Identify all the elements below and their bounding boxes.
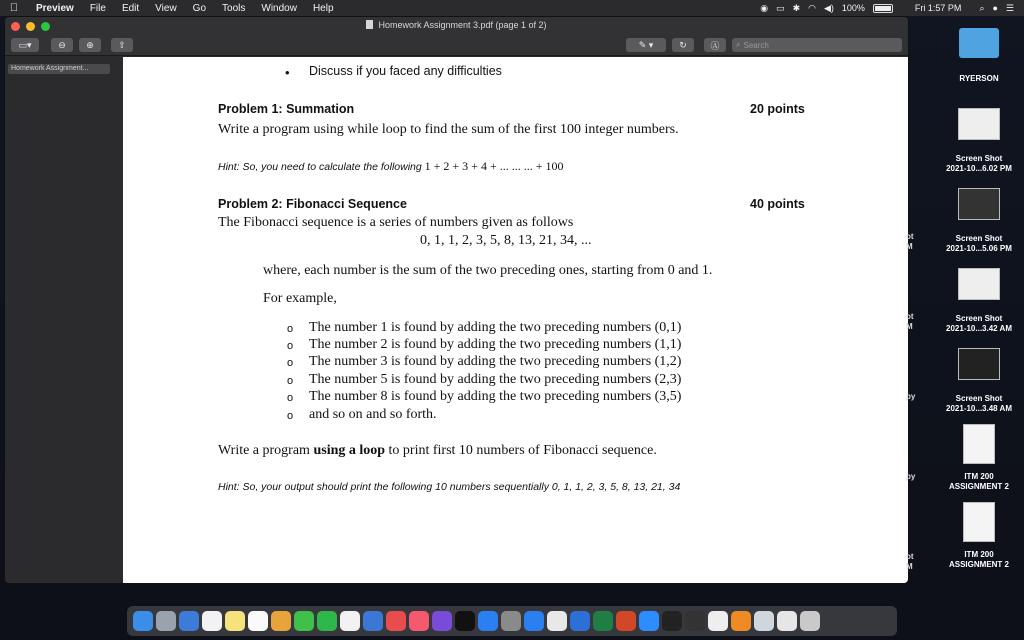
- partial-label: M: [906, 242, 913, 251]
- calendar-icon[interactable]: [202, 611, 222, 631]
- news-icon[interactable]: [386, 611, 406, 631]
- list-bullet-icon: o: [287, 357, 294, 369]
- partial-label: M: [906, 322, 913, 331]
- partial-label: M: [906, 562, 913, 571]
- textedit-icon[interactable]: [363, 611, 383, 631]
- battery-percent[interactable]: 100%: [841, 3, 865, 13]
- airplay-icon[interactable]: ▭: [776, 2, 785, 13]
- fibonacci-sequence: 0, 1, 1, 2, 3, 5, 8, 13, 21, 34, ...: [420, 233, 592, 248]
- image-file-icon: [958, 188, 1000, 220]
- sidebar-toggle-button[interactable]: ▭▾: [11, 38, 39, 52]
- list-bullet-icon: o: [287, 392, 294, 404]
- menu-file[interactable]: File: [89, 2, 106, 14]
- window-title: Homework Assignment 3.pdf (page 1 of 2): [5, 20, 908, 30]
- problem2-task: Write a program using a loop to print first 10 numbers of Fibonacci sequence.: [218, 443, 657, 458]
- partial-label: py: [906, 392, 916, 401]
- bluetooth-icon[interactable]: ✱: [792, 2, 801, 13]
- chrome-icon[interactable]: [547, 611, 567, 631]
- problem1-points: 20 points: [750, 102, 805, 116]
- finder-icon[interactable]: [133, 611, 153, 631]
- books-icon[interactable]: [731, 611, 751, 631]
- share-button[interactable]: ⇧: [111, 38, 133, 52]
- unity-icon[interactable]: [662, 611, 682, 631]
- battery-icon[interactable]: [873, 4, 893, 13]
- toolbar: [5, 35, 908, 56]
- menu-help[interactable]: Help: [312, 2, 334, 14]
- slack-icon[interactable]: [685, 611, 705, 631]
- desktop-icon-screenshot[interactable]: Screen Shot 2021-10...6.02 PM: [934, 108, 1024, 174]
- partial-label: ot: [906, 552, 914, 561]
- preview-app-icon[interactable]: [340, 611, 360, 631]
- partial-label: ot: [906, 232, 914, 241]
- preview-window: [4, 16, 909, 584]
- markup-toolbar-button[interactable]: Ⓐ: [704, 38, 726, 52]
- documents-stack-icon[interactable]: [754, 611, 774, 631]
- clock[interactable]: Fri 1:57 PM: [914, 3, 962, 13]
- example-item: The number 8 is found by adding the two preceding numbers (3,5): [309, 389, 682, 404]
- document-file-icon: [963, 502, 995, 542]
- image-file-icon: [958, 108, 1000, 140]
- title-bar: [5, 17, 908, 35]
- desktop-icon-folder[interactable]: RYERSON: [934, 28, 1024, 84]
- partial-label: ot: [906, 312, 914, 321]
- bullet-icon: •: [285, 65, 290, 80]
- zoom-app-icon[interactable]: [639, 611, 659, 631]
- volume-icon[interactable]: ◀): [823, 2, 834, 13]
- problem1-title: Problem 1: Summation: [218, 102, 355, 116]
- menu-view[interactable]: View: [155, 2, 177, 14]
- example-item: and so on and so forth.: [309, 407, 437, 422]
- problem2-title: Problem 2: Fibonacci Sequence: [218, 197, 407, 211]
- image-file-icon: [958, 348, 1000, 380]
- document-icon: [366, 20, 373, 29]
- zoom-out-button[interactable]: ⊖: [51, 38, 73, 52]
- list-bullet-icon: o: [287, 375, 294, 387]
- list-bullet-icon: o: [287, 340, 294, 352]
- menu-app-name[interactable]: Preview: [36, 2, 74, 14]
- thumbnail-sidebar: [5, 57, 113, 583]
- status-icon[interactable]: ◉: [760, 2, 769, 13]
- image-file-icon: [958, 268, 1000, 300]
- desktop-icon-document[interactable]: ITM 200 ASSIGNMENT 2: [934, 424, 1024, 492]
- file-stack-icon[interactable]: [777, 611, 797, 631]
- numbers-icon[interactable]: [317, 611, 337, 631]
- problem1-desc: Write a program using while loop to find the sum of the first 100 integer numbers.: [218, 122, 679, 137]
- xcode-icon[interactable]: [570, 611, 590, 631]
- music-icon[interactable]: [409, 611, 429, 631]
- notes-icon[interactable]: [225, 611, 245, 631]
- siri-icon[interactable]: ●: [992, 3, 998, 13]
- document-viewer: [113, 57, 908, 583]
- menu-edit[interactable]: Edit: [121, 2, 140, 14]
- desktop-icon-screenshot[interactable]: Screen Shot 2021-10...3.48 AM: [934, 348, 1024, 414]
- spotlight-icon[interactable]: ⌕: [979, 2, 985, 13]
- problem2-points: 40 points: [750, 197, 805, 211]
- excel-icon[interactable]: [593, 611, 613, 631]
- example-item: The number 1 is found by adding the two preceding numbers (0,1): [309, 320, 682, 335]
- problem2-hint: Hint: So, your output should print the following 10 numbers sequentially 0, 1, 1, 2, 3, 5, 8, 13, 21, 34: [218, 481, 681, 493]
- apple-menu-icon[interactable]: [0, 2, 28, 14]
- downloads-stack-icon[interactable]: [708, 611, 728, 631]
- example-item: The number 3 is found by adding the two preceding numbers (1,2): [309, 354, 682, 369]
- tv-app-icon[interactable]: [455, 611, 475, 631]
- facetime-icon[interactable]: [294, 611, 314, 631]
- rotate-button[interactable]: ↻: [672, 38, 694, 52]
- zoom-in-button[interactable]: ⊕: [79, 38, 101, 52]
- list-bullet-icon: o: [287, 323, 294, 335]
- list-bullet-icon: o: [287, 410, 294, 422]
- example-item: The number 5 is found by adding the two preceding numbers (2,3): [309, 372, 682, 387]
- folder-icon: [959, 28, 999, 58]
- sidebar-thumbnail-label[interactable]: Homework Assignment...: [8, 64, 110, 74]
- menu-window[interactable]: Window: [261, 2, 297, 14]
- desktop-icon-screenshot[interactable]: Screen Shot 2021-10...5.06 PM: [934, 188, 1024, 254]
- notification-center-icon[interactable]: ☰: [1005, 2, 1014, 13]
- search-input[interactable]: ⌕ Search: [732, 38, 902, 52]
- messenger-icon[interactable]: [524, 611, 544, 631]
- bullet-text: Discuss if you faced any difficulties: [309, 64, 502, 78]
- menu-tools[interactable]: Tools: [222, 2, 246, 14]
- problem2-desc: The Fibonacci sequence is a series of numbers given as follows: [218, 215, 574, 230]
- desktop-icon-screenshot[interactable]: Screen Shot 2021-10...3.42 AM: [934, 268, 1024, 334]
- wifi-icon[interactable]: ◠: [808, 2, 816, 13]
- desktop-icon-document[interactable]: ITM 200 ASSIGNMENT 2: [934, 502, 1024, 570]
- powerpoint-icon[interactable]: [616, 611, 636, 631]
- for-example: For example,: [263, 291, 337, 306]
- menu-bar: [0, 0, 1024, 16]
- reminders-icon[interactable]: [248, 611, 268, 631]
- podcasts-icon[interactable]: [432, 611, 452, 631]
- pdf-page: [123, 57, 908, 583]
- problem1-hint: Hint: So, you need to calculate the following 1 + 2 + 3 + 4 + ... ... ... + 100: [218, 159, 564, 173]
- document-file-icon: [963, 424, 995, 464]
- problem2-where: where, each number is the sum of the two preceding ones, starting from 0 and 1.: [263, 263, 713, 278]
- app-store-icon[interactable]: [478, 611, 498, 631]
- example-item: The number 2 is found by adding the two preceding numbers (1,1): [309, 337, 682, 352]
- photos-icon[interactable]: [271, 611, 291, 631]
- safari-icon[interactable]: [179, 611, 199, 631]
- system-preferences-icon[interactable]: [501, 611, 521, 631]
- menu-go[interactable]: Go: [192, 2, 207, 14]
- trash-icon[interactable]: [800, 611, 820, 631]
- dock: [127, 606, 897, 636]
- markup-pen-button[interactable]: ✎ ▾: [626, 38, 666, 52]
- search-icon: ⌕: [736, 40, 741, 49]
- partial-label: py: [906, 472, 916, 481]
- launchpad-icon[interactable]: [156, 611, 176, 631]
